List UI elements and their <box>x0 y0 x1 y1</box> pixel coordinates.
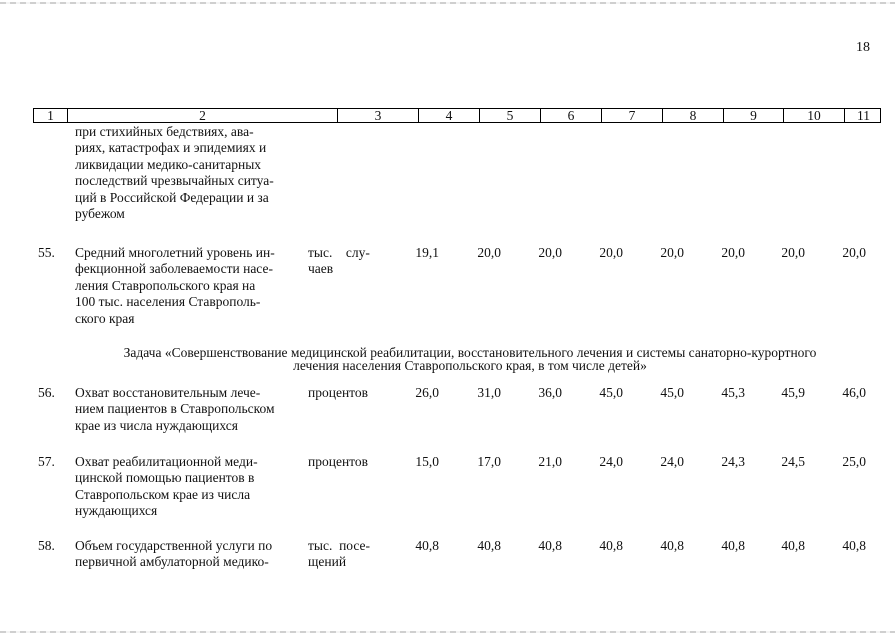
description-line: цинской помощью пациентов в <box>75 470 255 486</box>
header-cell-1: 1 <box>34 109 68 122</box>
header-cell-6: 6 <box>541 109 602 122</box>
value-col-9: 45,3 <box>721 385 745 400</box>
row-description <box>75 454 299 520</box>
description-line: Охват восстановительным лече- <box>75 385 261 400</box>
row-unit <box>308 454 380 470</box>
value-col-10: 45,9 <box>781 385 805 400</box>
value-col-5: 40,8 <box>477 538 501 553</box>
continuation-line: последствий чрезвычайных ситуа- <box>75 173 274 189</box>
unit-line: щений <box>308 554 347 570</box>
description-line: Объем государственной услуги по <box>75 538 273 553</box>
header-cell-3: 3 <box>338 109 419 122</box>
header-cell-4: 4 <box>419 109 480 122</box>
value-col-7: 24,0 <box>599 454 623 469</box>
value-col-4: 26,0 <box>415 385 439 400</box>
continuation-line: риях, катастрофах и эпидемиях и <box>75 140 267 156</box>
value-col-6: 36,0 <box>538 385 562 400</box>
row-unit <box>308 538 380 571</box>
value-col-4: 15,0 <box>415 454 439 469</box>
description-line: Ставропольском крае из числа <box>75 486 251 502</box>
page-number: 18 <box>856 40 870 55</box>
description-line: крае из числа нуждающихся <box>75 417 238 433</box>
description-line: ского края <box>75 310 135 326</box>
unit-line: тыс. слу- <box>308 245 370 260</box>
value-col-8: 40,8 <box>660 538 684 553</box>
header-cell-5: 5 <box>480 109 541 122</box>
header-cell-10: 10 <box>784 109 845 122</box>
value-col-5: 17,0 <box>477 454 501 469</box>
value-col-5: 31,0 <box>477 385 501 400</box>
value-col-11: 40,8 <box>842 538 866 553</box>
continuation-line: рубежом <box>75 206 125 222</box>
description-line: Средний многолетний уровень ин- <box>75 245 275 260</box>
value-col-11: 20,0 <box>842 245 866 260</box>
continuation-text <box>75 124 299 222</box>
value-col-9: 40,8 <box>721 538 745 553</box>
unit-line: процентов <box>308 385 369 400</box>
header-cell-7: 7 <box>602 109 663 122</box>
row-unit <box>308 245 380 278</box>
description-line: нуждающихся <box>75 503 158 519</box>
value-col-4: 40,8 <box>415 538 439 553</box>
value-col-8: 24,0 <box>660 454 684 469</box>
value-col-9: 24,3 <box>721 454 745 469</box>
task-heading-line: Задача «Совершенствование медицинской реабилитации, восстановительного лечения и системы санаторно-курортного <box>123 345 817 360</box>
row-number: 56. <box>38 385 55 400</box>
value-col-4: 19,1 <box>415 245 439 260</box>
scan-edge-bottom <box>0 631 895 633</box>
header-cell-2: 2 <box>68 109 338 122</box>
value-col-8: 45,0 <box>660 385 684 400</box>
value-col-6: 40,8 <box>538 538 562 553</box>
header-cell-9: 9 <box>724 109 784 122</box>
header-cell-11: 11 <box>857 108 870 123</box>
value-col-11: 46,0 <box>842 385 866 400</box>
row-number: 55. <box>38 245 55 260</box>
value-col-10: 24,5 <box>781 454 805 469</box>
row-number: 58. <box>38 538 55 553</box>
header-cell-8: 8 <box>663 109 724 122</box>
value-col-9: 20,0 <box>721 245 745 260</box>
continuation-line: ликвидации медико-санитарных <box>75 156 262 172</box>
table-header-row <box>33 108 881 123</box>
row-unit <box>308 385 380 401</box>
task-heading-line: лечения населения Ставропольского края, в том числе детей» <box>293 358 647 373</box>
description-line: ления Ставропольского края на <box>75 277 256 293</box>
value-col-10: 20,0 <box>781 245 805 260</box>
description-line: Охват реабилитационной меди- <box>75 454 258 469</box>
value-col-7: 20,0 <box>599 245 623 260</box>
value-col-11: 25,0 <box>842 454 866 469</box>
scan-edge-top <box>0 2 895 4</box>
value-col-7: 45,0 <box>599 385 623 400</box>
unit-line: процентов <box>308 454 369 469</box>
unit-line: тыс. посе- <box>308 538 371 553</box>
description-line: первичной амбулаторной медико- <box>75 554 269 570</box>
row-description <box>75 538 299 571</box>
value-col-7: 40,8 <box>599 538 623 553</box>
continuation-line: при стихийных бедствиях, ава- <box>75 124 254 139</box>
unit-line: чаев <box>308 261 334 277</box>
description-line: 100 тыс. населения Ставрополь- <box>75 294 261 310</box>
value-col-10: 40,8 <box>781 538 805 553</box>
value-col-6: 21,0 <box>538 454 562 469</box>
value-col-6: 20,0 <box>538 245 562 260</box>
description-line: фекционной заболеваемости насе- <box>75 261 273 277</box>
value-col-8: 20,0 <box>660 245 684 260</box>
row-description <box>75 385 299 434</box>
continuation-line: ций в Российской Федерации и за <box>75 189 269 205</box>
row-number: 57. <box>38 454 55 469</box>
description-line: нием пациентов в Ставропольском <box>75 401 275 417</box>
value-col-5: 20,0 <box>477 245 501 260</box>
row-description <box>75 245 299 327</box>
